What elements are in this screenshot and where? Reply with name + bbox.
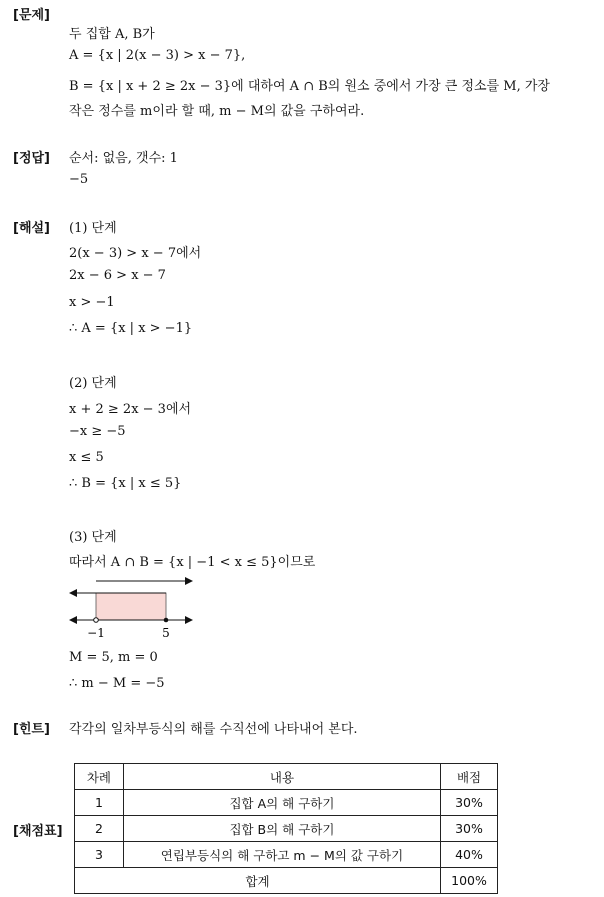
header-content: 내용 bbox=[123, 764, 440, 790]
problem-line-1: 두 집합 A, B가 bbox=[69, 27, 155, 42]
step2-title: (2) 단계 bbox=[69, 376, 117, 391]
hint-text: 각각의 일차부등식의 해를 수직선에 나타내어 본다. bbox=[69, 722, 358, 737]
total-value: 100% bbox=[441, 868, 498, 894]
row-score: 30% bbox=[441, 816, 498, 842]
answer-line-1: 순서: 없음, 갯수: 1 bbox=[69, 151, 178, 166]
step3-line-3: ∴ m − M = −5 bbox=[69, 676, 165, 691]
rubric-label: [채점표] bbox=[13, 824, 63, 839]
rubric-total-row bbox=[75, 868, 498, 894]
tick-label-minus-1: −1 bbox=[87, 626, 105, 640]
rubric-table bbox=[74, 763, 498, 894]
open-point-minus-1 bbox=[94, 618, 99, 623]
step2-line-4: ∴ B = {x | x ≤ 5} bbox=[69, 476, 182, 491]
row-content: 연립부등식의 해 구하고 m − M의 값 구하기 bbox=[123, 842, 440, 868]
step3-line-1: 따라서 A ∩ B = {x | −1 < x ≤ 5}이므로 bbox=[69, 555, 316, 570]
row-order: 3 bbox=[75, 842, 124, 868]
step3-line-2: M = 5, m = 0 bbox=[69, 650, 158, 665]
closed-point-5 bbox=[164, 618, 169, 623]
total-label: 합계 bbox=[75, 868, 441, 894]
row-content: 집합 B의 해 구하기 bbox=[123, 816, 440, 842]
problem-line-2: A = {x | 2(x − 3) > x − 7}, bbox=[69, 48, 246, 63]
problem-line-4: 작은 정수를 m이라 할 때, m − M의 값을 구하여라. bbox=[69, 104, 365, 119]
row-score: 30% bbox=[441, 790, 498, 816]
answer-value: −5 bbox=[69, 172, 89, 187]
row-order: 1 bbox=[75, 790, 124, 816]
number-line-diagram bbox=[64, 573, 204, 645]
rubric-header-row bbox=[75, 764, 498, 790]
header-score: 배점 bbox=[441, 764, 498, 790]
step1-line-2: 2x − 6 > x − 7 bbox=[69, 268, 166, 283]
table-row bbox=[75, 842, 498, 868]
intersection-shade bbox=[96, 593, 166, 620]
header-order: 차례 bbox=[75, 764, 124, 790]
step2-line-2: −x ≥ −5 bbox=[69, 424, 126, 439]
tick-label-5: 5 bbox=[162, 626, 170, 640]
hint-label: [힌트] bbox=[13, 722, 50, 737]
problem-line-3: B = {x | x + 2 ≥ 2x − 3}에 대하여 A ∩ B의 원소 중에서 가장 큰 정소를 M, 가장 bbox=[69, 79, 550, 94]
step2-line-3: x ≤ 5 bbox=[69, 450, 104, 465]
answer-label: [정답] bbox=[13, 151, 50, 166]
row-content: 집합 A의 해 구하기 bbox=[123, 790, 440, 816]
step2-line-1: x + 2 ≥ 2x − 3에서 bbox=[69, 402, 192, 417]
table-row bbox=[75, 816, 498, 842]
step1-title: (1) 단계 bbox=[69, 221, 117, 236]
table-row bbox=[75, 790, 498, 816]
row-order: 2 bbox=[75, 816, 124, 842]
step1-line-3: x > −1 bbox=[69, 295, 115, 310]
step1-line-1: 2(x − 3) > x − 7에서 bbox=[69, 246, 202, 261]
problem-label: [문제] bbox=[13, 8, 50, 23]
step1-line-4: ∴ A = {x | x > −1} bbox=[69, 321, 193, 336]
row-score: 40% bbox=[441, 842, 498, 868]
step3-title: (3) 단계 bbox=[69, 530, 117, 545]
solution-label: [해설] bbox=[13, 221, 50, 236]
